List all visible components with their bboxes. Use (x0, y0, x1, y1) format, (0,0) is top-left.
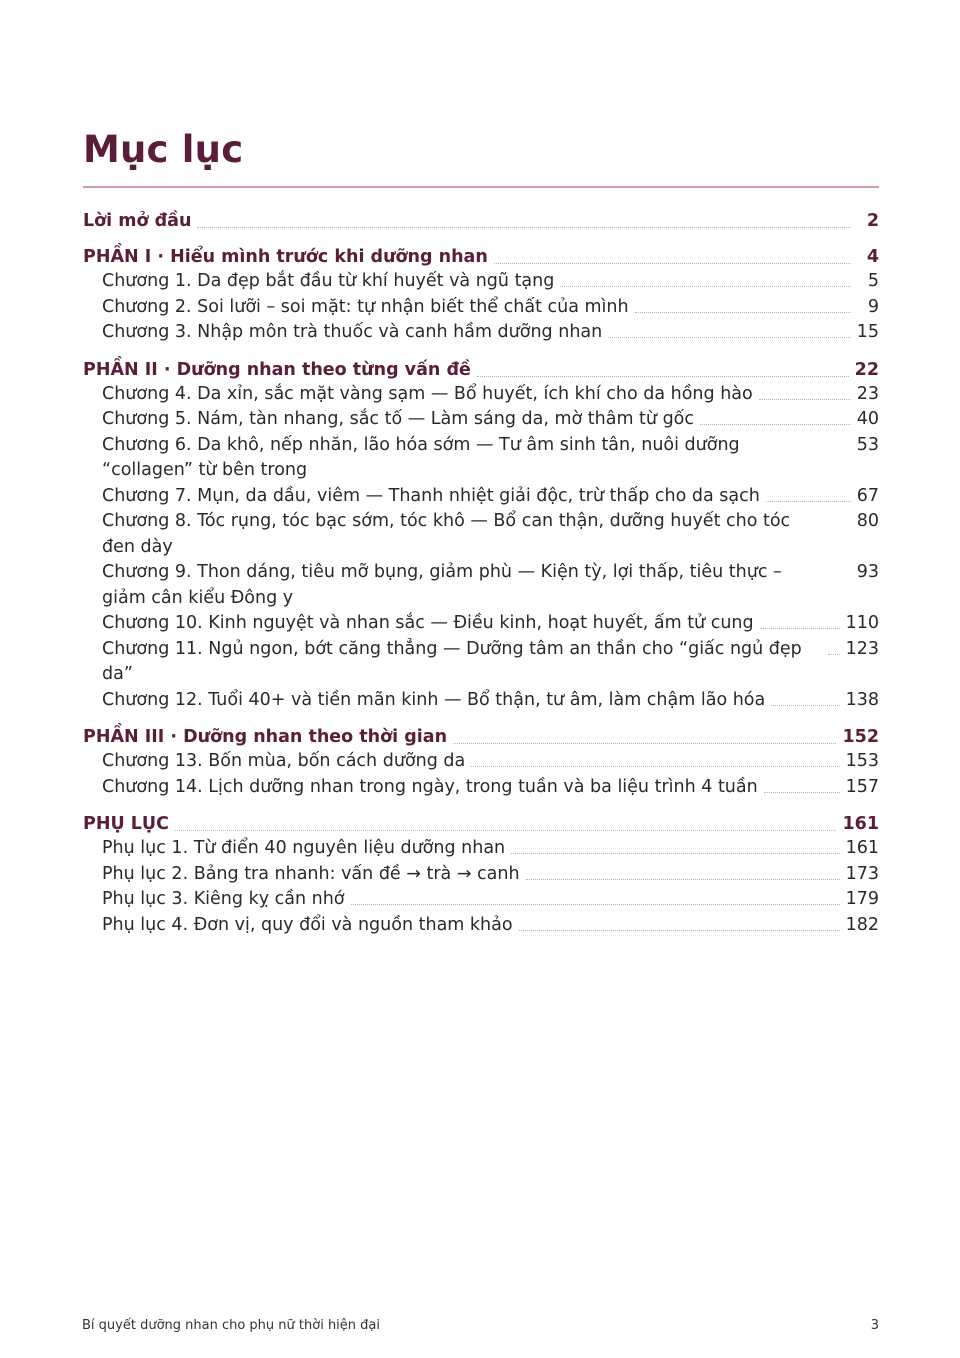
toc-entry-title: Phụ lục 4. Đơn vị, quy đổi và nguồn tham khảo (102, 914, 513, 935)
toc-entry-title: Lời mở đầu (83, 211, 192, 231)
toc-chapter-entry[interactable] (83, 688, 879, 714)
toc-entry-title: Chương 6. Da khô, nếp nhăn, lão hóa sớm — Tư âm sinh tân, nuôi dưỡng “collagen” từ bên trong (102, 434, 740, 480)
dot-leader (494, 245, 851, 264)
toc-chapter-entry[interactable] (83, 913, 879, 939)
dot-leader (759, 382, 851, 400)
dot-leader (560, 269, 851, 287)
toc-entry-page: 179 (845, 889, 879, 909)
toc-chapter-entry[interactable] (83, 484, 879, 510)
dot-leader (175, 812, 836, 831)
toc-entry-page: 161 (842, 814, 879, 834)
toc-entry-title: Chương 3. Nhập môn trà thuốc và canh hầm dưỡng nhan (102, 322, 603, 342)
toc-chapter-entry[interactable] (83, 836, 879, 862)
toc-entry-page: 23 (856, 383, 879, 404)
toc-chapter-entry[interactable] (83, 560, 879, 611)
toc-part-entry[interactable] (83, 358, 879, 382)
toc-entry-page: 5 (867, 271, 879, 291)
dot-leader (764, 775, 840, 793)
dot-leader (771, 688, 839, 706)
toc-entry-title: Chương 7. Mụn, da dầu, viêm — Thanh nhiệt giải độc, trừ thấp cho da sạch (102, 485, 760, 506)
toc-entry-title: Phụ lục 3. Kiêng kỵ cần nhớ (102, 889, 345, 909)
dot-leader (700, 407, 851, 425)
toc-chapter-entry[interactable] (83, 382, 879, 408)
toc-entry-page: 93 (856, 562, 879, 582)
toc-entry-page: 9 (867, 296, 879, 317)
toc-chapter-entry[interactable] (83, 269, 879, 295)
toc-entry-page: 40 (856, 409, 879, 429)
toc-entry-page: 80 (856, 511, 879, 531)
section-gap (83, 233, 879, 245)
toc-part-entry[interactable] (83, 725, 879, 749)
toc-entry-page: 15 (856, 322, 879, 342)
toc-entry-title: Chương 11. Ngủ ngon, bớt căng thẳng — Dưỡng tâm an thần cho “giấc ngủ đẹp da” (102, 638, 802, 684)
toc-entry-title: Chương 8. Tóc rụng, tóc bạc sớm, tóc khô — Bổ can thận, dưỡng huyết cho tóc đen dày (102, 511, 791, 557)
dot-leader (351, 887, 840, 905)
toc-entry-page: 123 (845, 638, 879, 659)
dot-leader (511, 836, 839, 854)
toc-chapter-entry[interactable] (83, 509, 879, 560)
toc-entry-title: Chương 4. Da xỉn, sắc mặt vàng sạm — Bổ huyết, ích khí cho da hồng hào (102, 383, 753, 404)
dot-leader (197, 209, 851, 228)
toc-entry-page: 2 (866, 211, 879, 231)
toc-chapter-entry[interactable] (83, 637, 879, 688)
dot-leader (828, 637, 840, 655)
toc-part-entry[interactable] (83, 245, 879, 269)
toc-entry-page: 22 (854, 359, 879, 380)
dot-leader (760, 611, 840, 629)
toc-entry-page: 138 (845, 689, 879, 710)
toc-entry-title: PHỤ LỤC (83, 814, 169, 834)
section-gap (83, 713, 879, 725)
dot-leader (519, 913, 840, 931)
toc-entry-title: PHẦN III · Dưỡng nhan theo thời gian (83, 727, 448, 747)
dot-leader (471, 749, 839, 767)
toc-part-entry[interactable] (83, 209, 879, 233)
toc-chapter-entry[interactable] (83, 887, 879, 913)
toc-entry-title: Chương 2. Soi lưỡi – soi mặt: tự nhận biết thể chất của mình (102, 296, 629, 317)
toc-chapter-entry[interactable] (83, 775, 879, 801)
toc-part-entry[interactable] (83, 812, 879, 836)
footer-page-number: 3 (870, 1318, 879, 1333)
section-gap (83, 800, 879, 812)
toc-chapter-entry[interactable] (83, 320, 879, 346)
toc-chapter-entry[interactable] (83, 611, 879, 637)
toc-entry-page: 173 (845, 863, 879, 884)
toc-entry-title: Chương 12. Tuổi 40+ và tiền mãn kinh — Bổ thận, tư âm, làm chậm lão hóa (102, 689, 766, 710)
toc-chapter-entry[interactable] (83, 407, 879, 433)
toc-entry-page: 53 (856, 434, 879, 455)
toc-entry-page: 67 (856, 485, 879, 506)
toc-entry-title: Chương 1. Da đẹp bắt đầu từ khí huyết và ngũ tạng (102, 271, 555, 291)
toc-entry-page: 153 (845, 751, 879, 771)
toc-chapter-entry[interactable] (83, 862, 879, 888)
toc-chapter-entry[interactable] (83, 295, 879, 321)
dot-leader (635, 295, 851, 313)
toc-entry-page: 157 (845, 776, 879, 797)
toc-entry-title: Phụ lục 1. Từ điển 40 nguyên liệu dưỡng nhan (102, 838, 506, 858)
page-title: Mục lục (83, 128, 244, 171)
toc-entry-page: 182 (845, 914, 879, 935)
toc-entry-title: Chương 5. Nám, tàn nhang, sắc tố — Làm sáng da, mờ thâm từ gốc (102, 409, 695, 429)
toc-entry-title: PHẦN II · Dưỡng nhan theo từng vấn đề (83, 359, 471, 380)
dot-leader (477, 358, 849, 377)
toc-chapter-entry[interactable] (83, 749, 879, 775)
toc-entry-page: 110 (845, 613, 879, 633)
dot-leader (766, 484, 851, 502)
toc-entry-title: Chương 13. Bốn mùa, bốn cách dưỡng da (102, 751, 466, 771)
title-divider (83, 186, 879, 188)
toc-entry-title: Chương 10. Kinh nguyệt và nhan sắc — Điều kinh, hoạt huyết, ấm tử cung (102, 613, 754, 633)
toc-entry-page: 152 (842, 727, 879, 747)
toc-entry-page: 161 (845, 838, 879, 858)
footer-book-title: Bí quyết dưỡng nhan cho phụ nữ thời hiện đại (82, 1318, 380, 1333)
toc-entry-title: Phụ lục 2. Bảng tra nhanh: vấn đề → trà → canh (102, 863, 520, 884)
toc-entry-title: Chương 14. Lịch dưỡng nhan trong ngày, trong tuần và ba liệu trình 4 tuần (102, 776, 758, 797)
section-gap (83, 346, 879, 358)
dot-leader (453, 725, 836, 744)
dot-leader (608, 320, 850, 338)
toc-entry-page: 4 (866, 247, 879, 267)
toc-chapter-entry[interactable] (83, 433, 879, 484)
table-of-contents (83, 209, 879, 938)
dot-leader (526, 862, 840, 880)
toc-entry-title: Chương 9. Thon dáng, tiêu mỡ bụng, giảm phù — Kiện tỳ, lợi thấp, tiêu thực – giảm cân kiểu Đông y (102, 562, 782, 608)
toc-entry-title: PHẦN I · Hiểu mình trước khi dưỡng nhan (83, 247, 488, 267)
